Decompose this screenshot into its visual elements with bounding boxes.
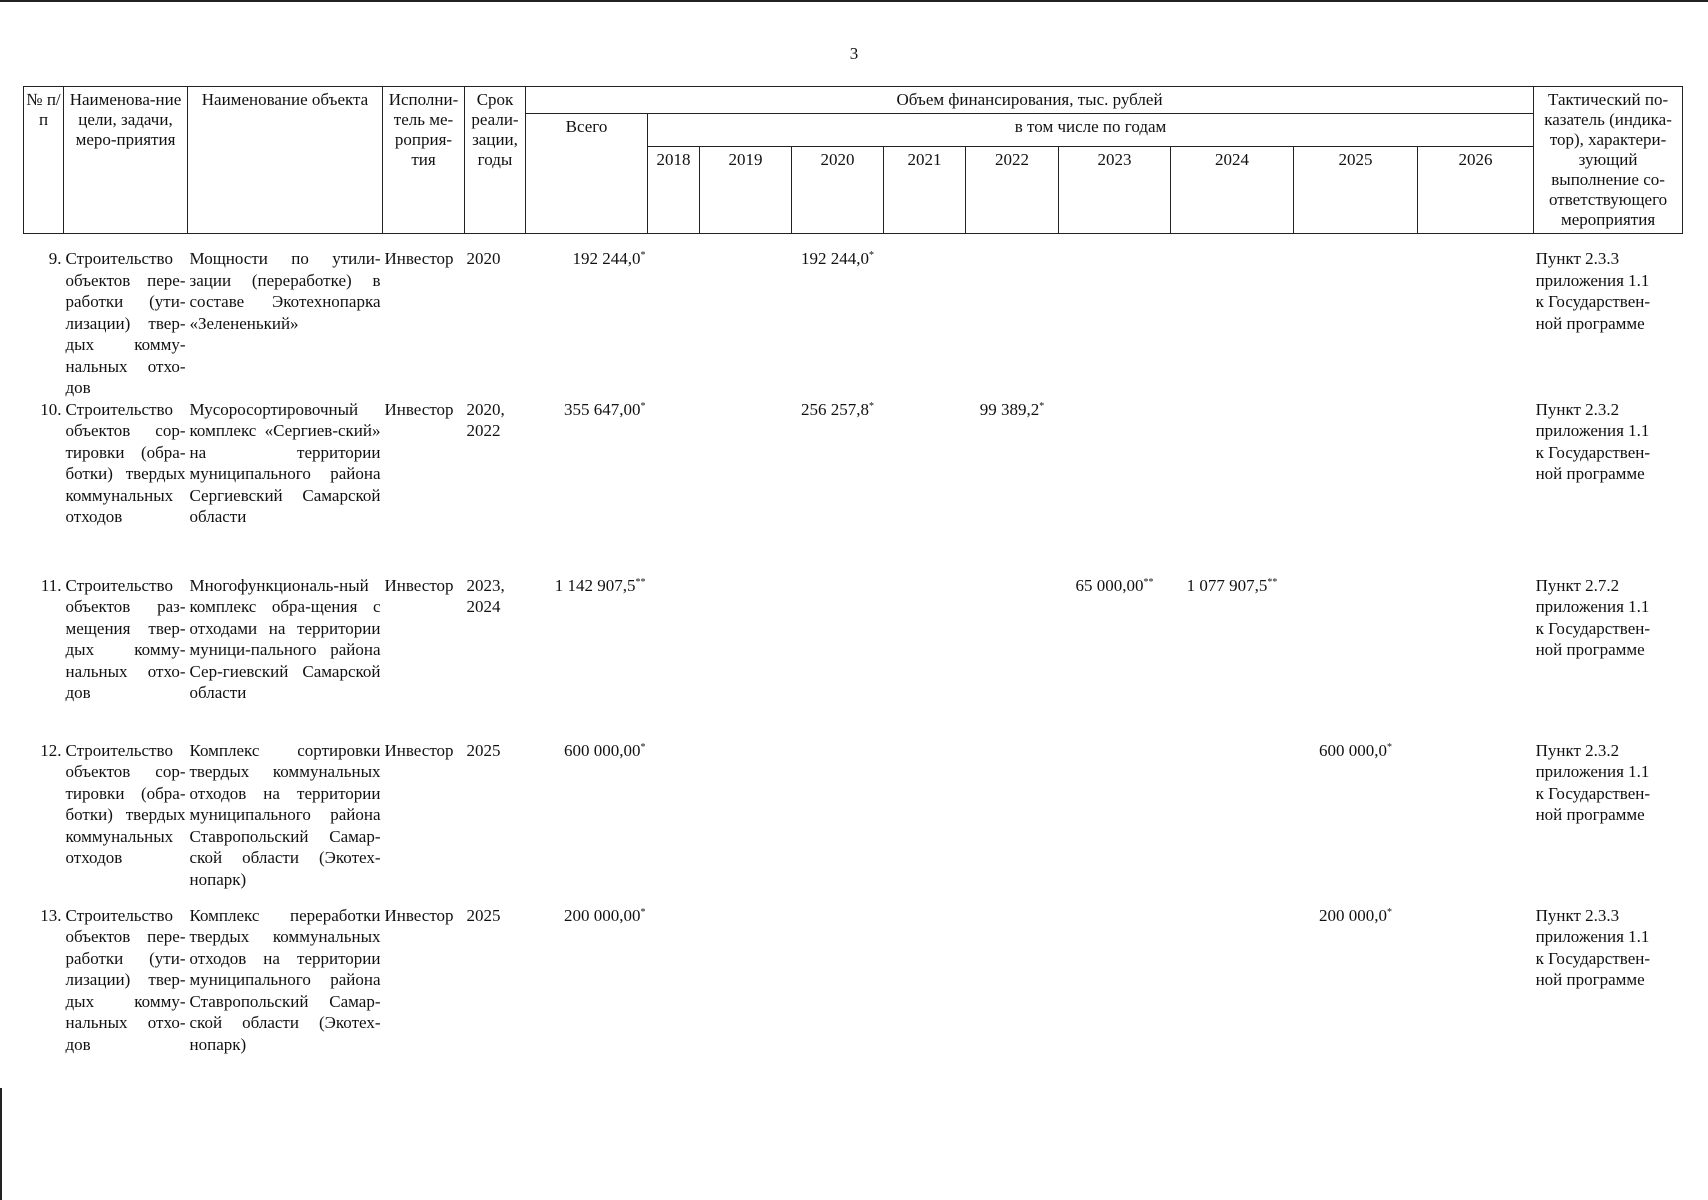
year-cell <box>1171 575 1294 740</box>
row-object: Комплекс переработки твердых коммунальных отходов на территории муниципального района Ставропольский Самар-ской области (Экотех-нопарк) <box>189 905 381 1054</box>
row-object: Мощности по утили-зации (переработке) в составе Экотехнопарка «Зелененький» <box>189 249 381 333</box>
year-cell <box>884 905 966 1056</box>
year-value: 256 257,8 <box>801 399 869 419</box>
year-cell <box>1171 234 1294 399</box>
year-cell <box>1059 905 1171 1056</box>
indicator-line: к Государствен- <box>1535 442 1650 462</box>
year-cell <box>648 399 700 575</box>
header-year: 2024 <box>1171 147 1294 234</box>
row-executor: Инвестор <box>384 740 454 760</box>
row-number: 11. <box>40 575 62 595</box>
row-executor: Инвестор <box>384 399 454 419</box>
footnote-mark: * <box>1387 906 1392 918</box>
row-indicator <box>1534 740 1683 905</box>
indicator-line: приложения 1.1 <box>1535 597 1650 616</box>
row-indicator <box>1534 234 1683 399</box>
year-cell <box>700 234 792 399</box>
table-row <box>24 740 1683 905</box>
year-cell <box>884 399 966 575</box>
year-cell <box>1294 575 1418 740</box>
footnote-mark: * <box>640 906 646 918</box>
year-value: 1 077 907,5 <box>1186 575 1268 595</box>
year-cell <box>966 575 1059 740</box>
footnote-mark: ** <box>1143 576 1154 588</box>
header-year: 2023 <box>1059 147 1171 234</box>
indicator-line: приложения 1.1 <box>1535 421 1650 440</box>
year-cell <box>792 740 884 905</box>
footnote-mark: * <box>640 400 646 412</box>
year-cell <box>884 575 966 740</box>
year-cell <box>1171 905 1294 1056</box>
indicator-line: приложения 1.1 <box>1535 762 1650 781</box>
indicator-line: Пункт 2.3.3 <box>1535 905 1620 925</box>
total-value: 355 647,00 <box>564 399 641 419</box>
row-object: Комплекс сортировки твердых коммунальных отходов на территории муниципального района Ставропольский Самар-ской области (Экотех-нопарк) <box>189 740 381 889</box>
year-cell <box>700 740 792 905</box>
year-cell <box>966 234 1059 399</box>
row-indicator <box>1534 575 1683 740</box>
indicator-line: Пункт 2.7.2 <box>1535 575 1620 595</box>
header-year: 2018 <box>648 147 700 234</box>
year-value: 600 000,0 <box>1319 740 1387 760</box>
row-term: 2020 <box>466 249 501 268</box>
table-body <box>24 234 1683 1056</box>
row-total <box>526 740 648 905</box>
header-goal: Наименова-ние цели, задачи, меро-приятия <box>64 87 188 234</box>
year-cell <box>1059 575 1171 740</box>
indicator-line: приложения 1.1 <box>1535 927 1650 946</box>
year-cell <box>648 740 700 905</box>
year-cell <box>700 905 792 1056</box>
indicator-line: ной программе <box>1535 313 1645 333</box>
year-cell <box>1294 740 1418 905</box>
row-object: Мусоросортировочный комплекс «Сергиев-ский» на территории муниципального района Сергиевский Самарской области <box>189 399 381 526</box>
header-term: Срок реали-зации, годы <box>465 87 526 234</box>
year-cell <box>1294 234 1418 399</box>
left-border-line <box>0 1088 2 1200</box>
row-number: 9. <box>48 249 62 268</box>
footnote-mark: * <box>640 741 646 753</box>
year-cell <box>1059 740 1171 905</box>
year-cell <box>884 740 966 905</box>
year-cell <box>792 575 884 740</box>
year-value: 200 000,0 <box>1319 905 1387 925</box>
indicator-line: к Государствен- <box>1535 783 1650 803</box>
header-funding: Объем финансирования, тыс. рублей <box>526 87 1534 114</box>
footnote-mark: * <box>869 400 874 412</box>
year-cell <box>1171 740 1294 905</box>
indicator-line: ной программе <box>1535 640 1645 659</box>
row-goal: Строительство объектов сор-тировки (обра-ботки) твердых коммунальных отходов <box>65 399 186 526</box>
total-value: 1 142 907,5 <box>554 575 636 595</box>
footnote-mark: * <box>869 250 874 261</box>
header-indicator: Тактический по-казатель (индика-тор), характери-зующий выполнение со-ответствующего мероприятия <box>1534 87 1683 234</box>
row-number: 13. <box>40 905 62 925</box>
footnote-mark: ** <box>1267 576 1278 588</box>
year-cell <box>1294 905 1418 1056</box>
row-executor: Инвестор <box>384 249 454 268</box>
indicator-line: к Государствен- <box>1535 618 1650 638</box>
row-indicator <box>1534 905 1683 1056</box>
header-by-years: в том числе по годам <box>648 114 1534 147</box>
header-year: 2021 <box>884 147 966 234</box>
indicator-line: приложения 1.1 <box>1535 270 1650 290</box>
table-row <box>24 905 1683 1056</box>
indicator-line: к Государствен- <box>1535 292 1650 311</box>
year-cell <box>1418 575 1534 740</box>
footnote-mark: * <box>640 250 646 261</box>
footnote-mark: * <box>1387 741 1392 753</box>
page-number: 3 <box>849 44 859 63</box>
header-year: 2026 <box>1418 147 1534 234</box>
year-cell <box>1418 740 1534 905</box>
header-total: Всего <box>526 114 648 234</box>
year-cell <box>648 905 700 1056</box>
year-cell <box>700 399 792 575</box>
row-total <box>526 399 648 575</box>
top-border-line <box>0 0 1708 2</box>
table-row <box>24 399 1683 575</box>
header-executor: Исполни-тель ме-роприя-тия <box>383 87 465 234</box>
year-cell <box>1059 399 1171 575</box>
header-year: 2022 <box>966 147 1059 234</box>
year-cell <box>792 905 884 1056</box>
total-value: 192 244,0 <box>572 249 641 268</box>
table-row <box>24 575 1683 740</box>
row-goal: Строительство объектов раз-мещения твер-дых комму-нальных отхо-дов <box>65 575 186 702</box>
year-cell <box>1171 399 1294 575</box>
indicator-line: к Государствен- <box>1535 948 1650 968</box>
total-value: 600 000,00 <box>564 740 641 760</box>
row-goal: Строительство объектов сор-тировки (обра-ботки) твердых коммунальных отходов <box>65 740 186 867</box>
year-cell <box>966 740 1059 905</box>
row-total <box>526 575 648 740</box>
year-value: 192 244,0 <box>801 249 869 268</box>
year-value: 65 000,00 <box>1075 575 1144 595</box>
financing-table <box>23 86 1683 1055</box>
year-cell <box>966 905 1059 1056</box>
row-number: 12. <box>40 740 62 760</box>
year-cell <box>700 575 792 740</box>
table-row <box>24 234 1683 399</box>
row-executor: Инвестор <box>384 905 454 925</box>
indicator-line: ной программе <box>1535 805 1645 824</box>
header-year: 2019 <box>700 147 792 234</box>
year-cell <box>1294 399 1418 575</box>
footnote-mark: * <box>1039 400 1045 412</box>
year-cell <box>1418 905 1534 1056</box>
year-cell <box>792 234 884 399</box>
row-goal: Строительство объектов пере-работки (ути-лизации) твер-дых комму-нальных отхо-дов <box>65 905 186 1054</box>
row-number: 10. <box>40 399 62 419</box>
header-num: № п/п <box>24 87 64 234</box>
row-executor: Инвестор <box>384 575 454 595</box>
header-year: 2025 <box>1294 147 1418 234</box>
year-cell <box>792 399 884 575</box>
footnote-mark: ** <box>635 576 646 588</box>
indicator-line: Пункт 2.3.2 <box>1535 740 1620 760</box>
table-header <box>24 87 1683 234</box>
indicator-line: ной программе <box>1535 970 1645 989</box>
row-object: Многофункциональ-ный комплекс обра-щения с отходами на территории муници-пального района Сер-гиевский Самарской области <box>189 575 381 702</box>
year-cell <box>1418 399 1534 575</box>
year-value: 99 389,2 <box>979 399 1040 419</box>
year-cell <box>1418 234 1534 399</box>
row-term: 2025 <box>466 905 501 925</box>
header-year: 2020 <box>792 147 884 234</box>
row-total <box>526 234 648 399</box>
indicator-line: Пункт 2.3.3 <box>1535 249 1620 268</box>
total-value: 200 000,00 <box>564 905 641 925</box>
row-indicator <box>1534 399 1683 575</box>
indicator-line: Пункт 2.3.2 <box>1535 399 1620 419</box>
year-cell <box>966 399 1059 575</box>
header-object: Наименование объекта <box>188 87 383 234</box>
row-term: 2020, 2022 <box>466 399 505 440</box>
row-term: 2025 <box>466 740 501 760</box>
year-cell <box>1059 234 1171 399</box>
row-goal: Строительство объектов пере-работки (ути-лизации) твер-дых комму-нальных отхо-дов <box>65 249 186 397</box>
year-cell <box>648 575 700 740</box>
row-total <box>526 905 648 1056</box>
year-cell <box>884 234 966 399</box>
row-term: 2023, 2024 <box>466 575 505 616</box>
year-cell <box>648 234 700 399</box>
indicator-line: ной программе <box>1535 464 1645 483</box>
